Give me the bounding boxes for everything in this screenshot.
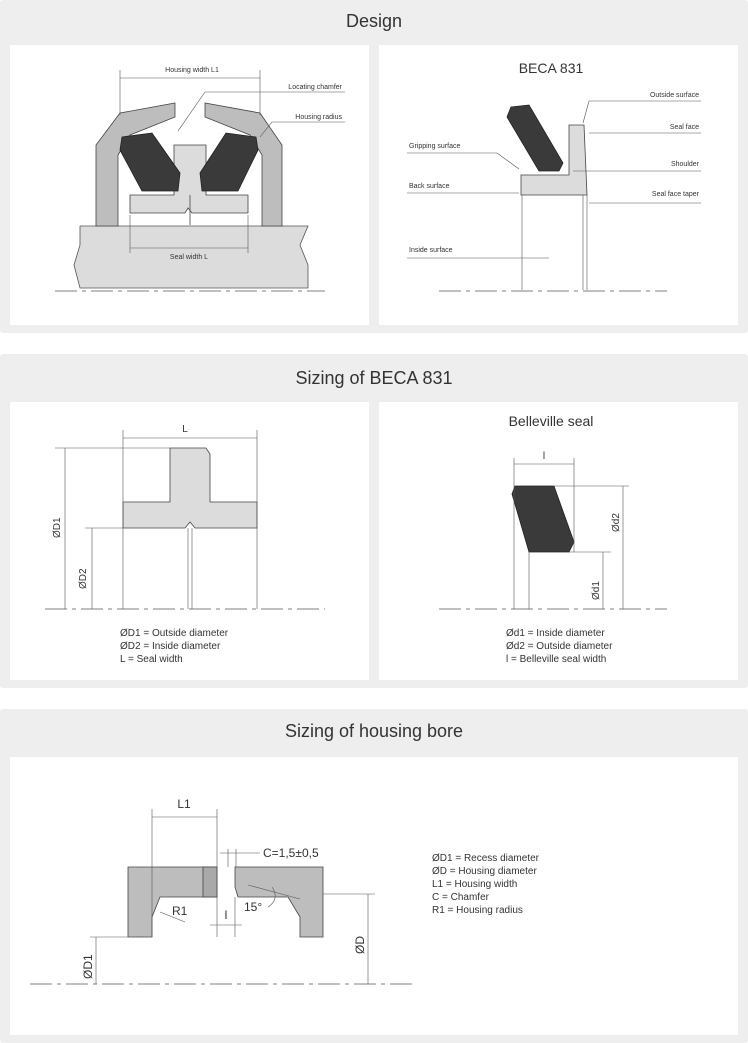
back-surface-label: Back surface — [409, 183, 450, 190]
dim-c-label: C=1,5±0,5 — [263, 846, 319, 860]
legend-line-3: l = Belleville seal width — [506, 654, 607, 665]
housing-width-label: Housing width L1 — [165, 67, 219, 74]
dim-d1-label: ØD1 — [52, 517, 63, 538]
dim-l-label: L — [182, 424, 188, 435]
dim-d1-housing: ØD1 — [81, 954, 95, 979]
legend-line-1: ØD1 = Recess diameter — [432, 853, 539, 864]
design-right-diagram — [379, 45, 738, 325]
design-title: Design — [345, 11, 403, 31]
seal-face-label: Seal face — [669, 124, 699, 131]
inside-surface-label: Inside surface — [409, 247, 453, 254]
dim-l-gap: l — [224, 908, 228, 922]
gripping-surface-label: Gripping surface — [409, 143, 461, 150]
sizing-left-diagram — [10, 402, 369, 680]
dim-l-belleville: l — [542, 451, 546, 462]
dim-d2-label: ØD2 — [78, 568, 89, 589]
locating-chamfer-label: Locating chamfer — [288, 84, 342, 91]
legend-line-4: C = Chamfer — [432, 892, 489, 903]
legend-line-1: Ød1 = Inside diameter — [506, 628, 605, 639]
seal-face-taper-label: Seal face taper — [651, 191, 699, 198]
legend-line-3: L = Seal width — [120, 654, 183, 665]
sizing-right-panel — [379, 402, 738, 680]
dim-d2-belleville: Ød2 — [611, 513, 622, 532]
belleville-title: Belleville seal — [508, 413, 594, 429]
shoulder-label: Shoulder — [670, 161, 699, 168]
legend-line-3: L1 = Housing width — [432, 879, 518, 890]
legend-line-5: R1 = Housing radius — [432, 905, 523, 916]
design-right-panel — [379, 45, 738, 325]
design-left-panel — [10, 45, 369, 325]
dim-angle-label: 15° — [244, 900, 263, 914]
dim-l1-label: L1 — [177, 797, 191, 811]
design-section — [0, 0, 748, 333]
beca-title: BECA 831 — [518, 60, 584, 76]
sizing-beca-section — [0, 354, 748, 688]
legend-line-1: ØD1 = Outside diameter — [120, 628, 229, 639]
housing-diagram — [10, 757, 738, 1035]
sizing-left-panel — [10, 402, 369, 680]
sizing-housing-title: Sizing of housing bore — [284, 721, 464, 741]
legend-line-2: Ød2 = Outside diameter — [506, 641, 613, 652]
seal-width-label: Seal width L — [169, 254, 209, 261]
legend-line-2: ØD = Housing diameter — [432, 866, 537, 877]
sizing-right-diagram — [379, 402, 738, 680]
housing-radius-label: Housing radius — [295, 114, 342, 121]
sizing-housing-section — [0, 709, 748, 1043]
dim-d1-belleville: Ød1 — [591, 581, 602, 600]
design-left-diagram — [10, 45, 369, 325]
housing-panel — [10, 757, 738, 1035]
dim-d-housing: ØD — [353, 936, 367, 954]
dim-r1-label: R1 — [172, 904, 188, 918]
legend-line-2: ØD2 = Inside diameter — [120, 641, 221, 652]
outside-surface-label: Outside surface — [649, 92, 699, 99]
sizing-beca-title: Sizing of BECA 831 — [295, 368, 453, 388]
